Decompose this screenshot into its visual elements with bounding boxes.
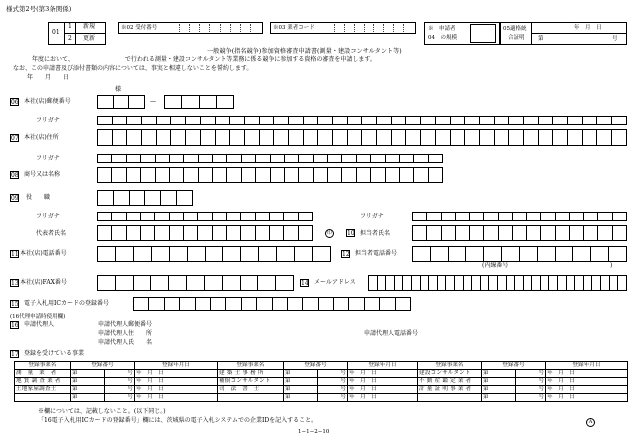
number-suffix-cell: 号 bbox=[105, 394, 135, 402]
registration-section-label: 登録を受けている事業 bbox=[24, 350, 85, 357]
form-id: 様式第2号(第3条関係) bbox=[6, 5, 72, 13]
field-number-17: 17 bbox=[11, 351, 19, 358]
contact-phone-input[interactable] bbox=[412, 246, 627, 262]
header-business-name: 登録事業名 bbox=[218, 362, 284, 370]
business-name-cell: 不 動 産 鑑 定 業 者 bbox=[418, 378, 482, 386]
intro-line-2: なお、この申請書及び添付書類の内容については、事実と相違しないことを誓約します。 bbox=[13, 65, 253, 72]
email-input[interactable] bbox=[368, 275, 627, 291]
header-registration-number: 登録番号 bbox=[284, 362, 348, 370]
representative-name-input[interactable] bbox=[97, 225, 313, 241]
name-furigana-input[interactable] bbox=[97, 154, 443, 163]
agent-section-note: (16代理申請時使用欄) bbox=[10, 314, 66, 320]
postal-code-label: 本社(店)郵便番号 bbox=[24, 98, 71, 105]
number-prefix-cell[interactable]: 第 bbox=[71, 386, 105, 394]
contact-name-label: 担当者氏名 bbox=[360, 230, 391, 237]
table-row bbox=[15, 386, 628, 394]
business-name-cell: 地 質 調 査 業 者 bbox=[15, 378, 71, 386]
number-prefix-cell[interactable]: 第 bbox=[284, 386, 318, 394]
number-suffix-cell: 号 bbox=[105, 386, 135, 394]
option-2-number: 2 bbox=[68, 35, 72, 42]
number-prefix-cell[interactable]: 第 bbox=[284, 394, 318, 402]
business-name-cell: 土地家屋調査士 bbox=[15, 386, 71, 394]
business-name-cell: 測 量 業 者 bbox=[15, 370, 71, 378]
number-prefix-cell[interactable]: 第 bbox=[284, 370, 318, 378]
date-cell[interactable]: 年 月 日 bbox=[135, 386, 218, 394]
industry-code-input[interactable] bbox=[325, 24, 413, 32]
business-name-cell: 計 量 証 明 事 業 者 bbox=[418, 386, 482, 394]
business-name-cell: 建設コンサルタント bbox=[418, 370, 482, 378]
industry-code-label: ※03 業者コード bbox=[273, 25, 315, 31]
contact-phone-label: 担当者電話番号 bbox=[355, 250, 398, 257]
header-business-name: 登録事業名 bbox=[418, 362, 482, 370]
field-number-07: 07 bbox=[11, 135, 19, 142]
contact-name-input[interactable] bbox=[412, 225, 627, 241]
fax-input[interactable] bbox=[97, 275, 294, 291]
phone-label: 本社(店)電話番号 bbox=[20, 250, 67, 257]
business-name-cell[interactable] bbox=[15, 394, 71, 402]
representative-name-label: 代表者氏名 bbox=[36, 230, 67, 237]
number-prefix-cell[interactable]: 第 bbox=[71, 394, 105, 402]
ic-card-label: 電子入札用ICカードの登録番号 bbox=[24, 300, 109, 307]
contact-furigana-input[interactable] bbox=[412, 212, 627, 221]
business-name-cell[interactable] bbox=[418, 394, 482, 402]
number-prefix-cell[interactable]: 第 bbox=[482, 370, 516, 378]
extension-label: (内線番号 bbox=[482, 262, 509, 269]
agent-address-label: 申請代理人住 所 bbox=[98, 330, 153, 337]
note-2: 「16電子入札用ICカードの登録番号」欄には、茨城県の電子入札システムでの企業IDを記入すること。 bbox=[38, 417, 318, 424]
option-new-label[interactable]: 新規 bbox=[83, 23, 96, 30]
field-number-15: 15 bbox=[11, 301, 19, 308]
header-code: 01 bbox=[52, 29, 60, 36]
number-prefix-cell[interactable]: 第 bbox=[482, 386, 516, 394]
date-cell[interactable]: 年 月 日 bbox=[546, 370, 628, 378]
seal-mark: 印 bbox=[326, 230, 332, 236]
header-registration-number: 登録番号 bbox=[71, 362, 135, 370]
postal-code-dash: — bbox=[150, 98, 156, 105]
company-name-input[interactable] bbox=[97, 167, 443, 183]
number-prefix-cell[interactable]: 第 bbox=[71, 370, 105, 378]
address-input[interactable] bbox=[97, 129, 627, 146]
page-number: 1−1−2−10 bbox=[298, 429, 330, 435]
date-cell[interactable]: 年 月 日 bbox=[135, 378, 218, 386]
field-number-12: 12 bbox=[342, 251, 350, 258]
header-registration-date: 登録年月日 bbox=[348, 362, 418, 370]
number-prefix-cell[interactable]: 第 bbox=[482, 394, 516, 402]
agent-phone-label: 申請代理人電話番号 bbox=[364, 330, 419, 337]
address-label: 本社(店)住所 bbox=[24, 134, 59, 141]
representative-furigana-label: フリガナ bbox=[36, 213, 60, 220]
registration-header-row bbox=[15, 362, 628, 370]
representative-furigana-input[interactable] bbox=[97, 212, 313, 221]
number-suffix-cell: 号 bbox=[318, 378, 348, 386]
number-prefix-cell[interactable]: 第 bbox=[284, 378, 318, 386]
qualification-label-1: 05適格統 bbox=[503, 26, 527, 32]
date-cell[interactable]: 年 月 日 bbox=[135, 394, 218, 402]
application-date[interactable]: 年 月 日 bbox=[27, 74, 70, 81]
number-suffix-cell: 号 bbox=[516, 394, 546, 402]
address-furigana-input[interactable] bbox=[97, 116, 627, 125]
applicant-scale-input[interactable] bbox=[470, 24, 496, 43]
receipt-number-label: ※02 受付番号 bbox=[121, 25, 158, 31]
note-1: ※欄については、記載しないこと。(以下同じ。) bbox=[38, 408, 166, 415]
table-row bbox=[15, 370, 628, 378]
applicant-scale-label-1: ※ 申請者 bbox=[428, 26, 456, 32]
date-cell[interactable]: 年 月 日 bbox=[546, 378, 628, 386]
qualification-row-divider bbox=[531, 33, 627, 34]
date-cell[interactable]: 年 月 日 bbox=[546, 386, 628, 394]
postal-code-input-1[interactable] bbox=[97, 95, 145, 109]
field-number-11: 11 bbox=[11, 251, 19, 258]
name-furigana-label: フリガナ bbox=[36, 155, 60, 162]
company-name-label: 商号又は名称 bbox=[24, 171, 61, 178]
number-suffix-cell: 号 bbox=[516, 386, 546, 394]
email-label: メールアドレス bbox=[314, 279, 356, 286]
agent-name-label: 申請代理人氏 名 bbox=[98, 339, 153, 346]
option-divider bbox=[64, 33, 106, 34]
number-suffix-cell: 号 bbox=[105, 370, 135, 378]
corner-mark: A bbox=[586, 418, 595, 427]
date-cell[interactable]: 年 月 日 bbox=[135, 370, 218, 378]
field-number-09: 09 bbox=[11, 195, 19, 202]
table-row bbox=[15, 394, 628, 402]
number-suffix-cell: 号 bbox=[516, 378, 546, 386]
fax-label: 本社(店)FAX番号 bbox=[20, 279, 67, 286]
business-name-cell: 司 法 書 士 bbox=[218, 386, 284, 394]
number-prefix-cell[interactable]: 第 bbox=[482, 378, 516, 386]
business-name-cell: 補償コンサルタント bbox=[218, 378, 284, 386]
number-prefix-cell[interactable]: 第 bbox=[71, 378, 105, 386]
option-renew-label[interactable]: 更新 bbox=[83, 35, 96, 42]
number-suffix-cell: 号 bbox=[516, 370, 546, 378]
table-row bbox=[15, 378, 628, 386]
position-input[interactable] bbox=[97, 190, 193, 206]
number-suffix-cell: 号 bbox=[105, 378, 135, 386]
header-registration-date: 登録年月日 bbox=[135, 362, 218, 370]
intro-line-1: 年度において、 で行われる測量・建設コンサルタント等業務に係る競争に参加する資格の審査を申請します。 bbox=[32, 56, 376, 63]
extension-close: ) bbox=[610, 262, 613, 269]
header-registration-date: 登録年月日 bbox=[546, 362, 628, 370]
registration-table bbox=[14, 361, 628, 402]
number-suffix-cell: 号 bbox=[318, 370, 348, 378]
contact-furigana-label: フリガナ bbox=[360, 213, 384, 220]
position-label: 役 職 bbox=[26, 194, 51, 201]
field-number-06: 06 bbox=[11, 99, 19, 106]
option-1-number: 1 bbox=[68, 23, 72, 30]
number-suffix-cell: 号 bbox=[318, 386, 348, 394]
qualification-number-prefix: 第 bbox=[538, 36, 544, 42]
business-name-cell: 建 築 士 事 務 所 bbox=[218, 370, 284, 378]
date-cell[interactable]: 年 月 日 bbox=[348, 386, 418, 394]
form-title: 一般競争(指名競争)参加資格審査申請書(測量・建設コンサルタント等) bbox=[207, 48, 402, 55]
header-registration-number: 登録番号 bbox=[482, 362, 546, 370]
applicant-scale-label-2: 04 の規模 bbox=[428, 35, 457, 41]
field-number-08: 08 bbox=[11, 172, 19, 179]
date-cell[interactable]: 年 月 日 bbox=[348, 370, 418, 378]
header-business-name: 登録事業名 bbox=[15, 362, 71, 370]
field-number-14: 14 bbox=[301, 280, 309, 287]
agent-postal-label: 申請代理人郵便番号 bbox=[98, 321, 153, 328]
business-name-cell[interactable] bbox=[218, 394, 284, 402]
field-number-10: 10 bbox=[347, 230, 355, 237]
address-furigana-label: フリガナ bbox=[36, 117, 60, 124]
phone-input[interactable] bbox=[97, 246, 331, 262]
addressee-honorific: 様 bbox=[115, 86, 122, 93]
date-cell[interactable]: 年 月 日 bbox=[546, 394, 628, 402]
agent-label: 申請代理人 bbox=[24, 321, 55, 328]
ic-card-input[interactable] bbox=[133, 297, 411, 311]
qualification-date[interactable]: 年 月 日 bbox=[574, 25, 602, 31]
date-cell[interactable]: 年 月 日 bbox=[348, 378, 418, 386]
receipt-number-input[interactable] bbox=[170, 24, 260, 32]
postal-code-input-2[interactable] bbox=[164, 95, 234, 109]
field-number-16: 16 bbox=[11, 322, 19, 329]
date-cell[interactable]: 年 月 日 bbox=[348, 394, 418, 402]
number-suffix-cell: 号 bbox=[318, 394, 348, 402]
field-number-13: 13 bbox=[11, 280, 19, 287]
qualification-label-2: 合証明 bbox=[508, 35, 525, 41]
qualification-number-suffix: 号 bbox=[612, 36, 618, 42]
